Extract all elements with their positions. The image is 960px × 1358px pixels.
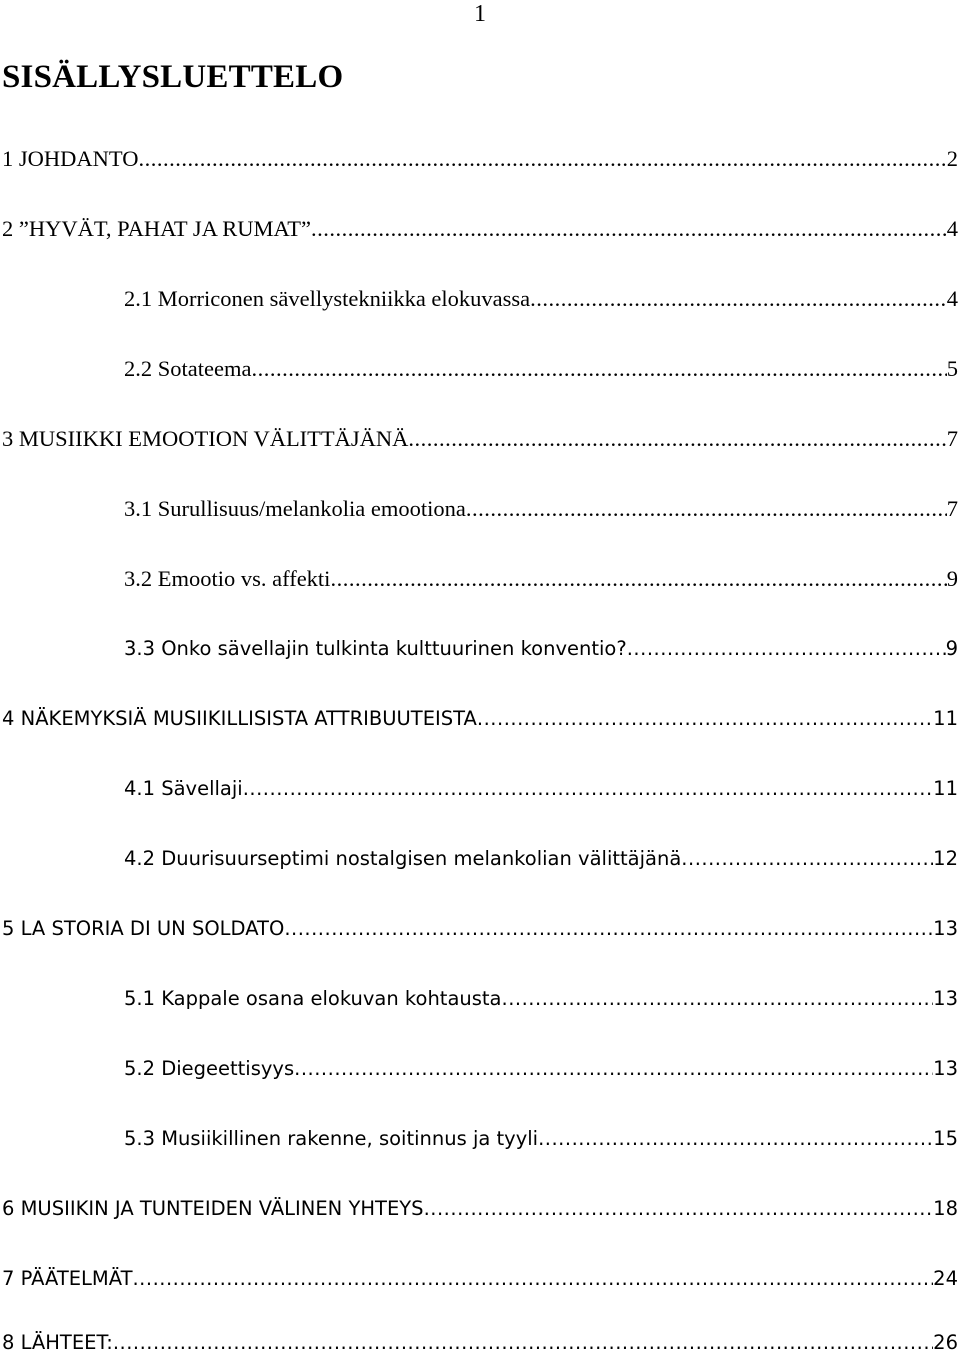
toc-entry-label: 3.2 Emootio vs. affekti: [124, 566, 331, 591]
toc-dot-leader: [538, 1126, 933, 1152]
toc-dot-leader: [251, 356, 946, 382]
toc-dot-leader: [408, 426, 946, 452]
toc-entry-label: 5.1 Kappale osana elokuvan kohtausta: [124, 987, 502, 1010]
toc-dot-leader: [113, 1330, 933, 1356]
toc-entry-surullisuus-melankolia[interactable]: [124, 492, 960, 522]
toc-dot-leader: [627, 636, 946, 662]
toc-dot-leader: [424, 1196, 934, 1222]
toc-dot-leader: [681, 846, 933, 872]
toc-dot-leader: [330, 566, 946, 592]
toc-entry-label: 5 LA STORIA DI UN SOLDATO: [2, 917, 285, 940]
toc-entry-page: 2: [946, 146, 958, 171]
toc-entry-page: 4: [946, 216, 958, 241]
toc-entry-label: 8 LÄHTEET:: [2, 1331, 113, 1354]
toc-dot-leader: [132, 1266, 933, 1292]
toc-dot-leader: [294, 1056, 933, 1082]
toc-entry-nakemyksia-attribuuteista[interactable]: [2, 702, 960, 732]
toc-dot-leader: [466, 496, 947, 522]
toc-entry-label: 5.3 Musiikillinen rakenne, soitinnus ja tyyli: [124, 1127, 539, 1150]
toc-entry-hyvat-pahat-ja-rumat[interactable]: [2, 212, 960, 242]
toc-entry-page: 24: [933, 1267, 958, 1290]
toc-entry-label: 5.2 Diegeettisyys: [124, 1057, 295, 1080]
toc-entry-page: 11: [933, 777, 958, 800]
toc-entry-page: 9: [945, 637, 958, 660]
toc-entry-page: 26: [933, 1331, 958, 1354]
toc-entry-page: 7: [946, 426, 958, 451]
toc-entry-savellaji[interactable]: [124, 772, 960, 802]
toc-dot-leader: [243, 776, 933, 802]
toc-entry-lahteet[interactable]: [2, 1326, 960, 1356]
toc-entry-label: 4.1 Sävellaji: [124, 777, 243, 800]
toc-entry-paatelmat[interactable]: [2, 1262, 960, 1292]
toc-entry-page: 11: [933, 707, 958, 730]
toc-entry-musiikillinen-rakenne[interactable]: [124, 1122, 960, 1152]
toc-entry-musiikin-ja-tunteiden-yhteys[interactable]: [2, 1192, 960, 1222]
toc-entry-musiikki-emootion-valittajana[interactable]: [2, 422, 960, 452]
toc-entry-page: 4: [946, 286, 958, 311]
toc-entry-page: 13: [933, 1057, 958, 1080]
toc-dot-leader: [138, 146, 946, 172]
toc-entry-label: 6 MUSIIKIN JA TUNTEIDEN VÄLINEN YHTEYS: [2, 1197, 424, 1220]
toc-dot-leader: [284, 916, 933, 942]
toc-entry-label: 2 ”HYVÄT, PAHAT JA RUMAT”: [2, 216, 311, 241]
toc-entry-savellajin-tulkinta[interactable]: [124, 632, 960, 662]
toc-entry-johdanto[interactable]: [2, 142, 960, 172]
toc-title: SISÄLLYSLUETTELO: [2, 59, 344, 95]
toc-entry-label: 2.1 Morriconen sävellystekniikka elokuvassa: [124, 286, 531, 311]
toc-dot-leader: [502, 986, 934, 1012]
toc-entry-diegeettisyys[interactable]: [124, 1052, 960, 1082]
toc-entry-label: 1 JOHDANTO: [2, 146, 139, 171]
toc-dot-leader: [530, 286, 947, 312]
toc-entry-page: 13: [933, 987, 958, 1010]
toc-entry-page: 15: [933, 1127, 958, 1150]
toc-dot-leader: [477, 706, 933, 732]
toc-entry-label: 3.1 Surullisuus/melankolia emootiona: [124, 496, 466, 521]
toc-entry-page: 9: [946, 566, 958, 591]
toc-entry-page: 5: [946, 356, 958, 381]
toc-entry-page: 12: [933, 847, 958, 870]
toc-entry-sotateema[interactable]: [124, 352, 960, 382]
toc-entry-label: 3 MUSIIKKI EMOOTION VÄLITTÄJÄNÄ: [2, 426, 409, 451]
toc-entry-label: 7 PÄÄTELMÄT: [2, 1267, 133, 1290]
page-number: 1: [474, 1, 486, 27]
toc-entry-kappale-osana-kohtausta[interactable]: [124, 982, 960, 1012]
toc-entry-morriconen-savellystekniikka[interactable]: [124, 282, 960, 312]
toc-entry-label: 4.2 Duurisuurseptimi nostalgisen melankolian välittäjänä: [124, 847, 682, 870]
toc-entry-label: 4 NÄKEMYKSIÄ MUSIIKILLISISTA ATTRIBUUTEISTA: [2, 707, 477, 730]
toc-entry-label: 3.3 Onko sävellajin tulkinta kulttuurinen konventio?: [124, 637, 627, 660]
toc-entry-page: 18: [933, 1197, 958, 1220]
toc-entry-page: 7: [946, 496, 958, 521]
toc-dot-leader: [311, 216, 947, 242]
toc-entry-label: 2.2 Sotateema: [124, 356, 252, 381]
toc-entry-duurisuurseptimi[interactable]: [124, 842, 960, 872]
toc-entry-la-storia-di-un-soldato[interactable]: [2, 912, 960, 942]
toc-entry-emootio-vs-affekti[interactable]: [124, 562, 960, 592]
toc-entry-page: 13: [933, 917, 958, 940]
